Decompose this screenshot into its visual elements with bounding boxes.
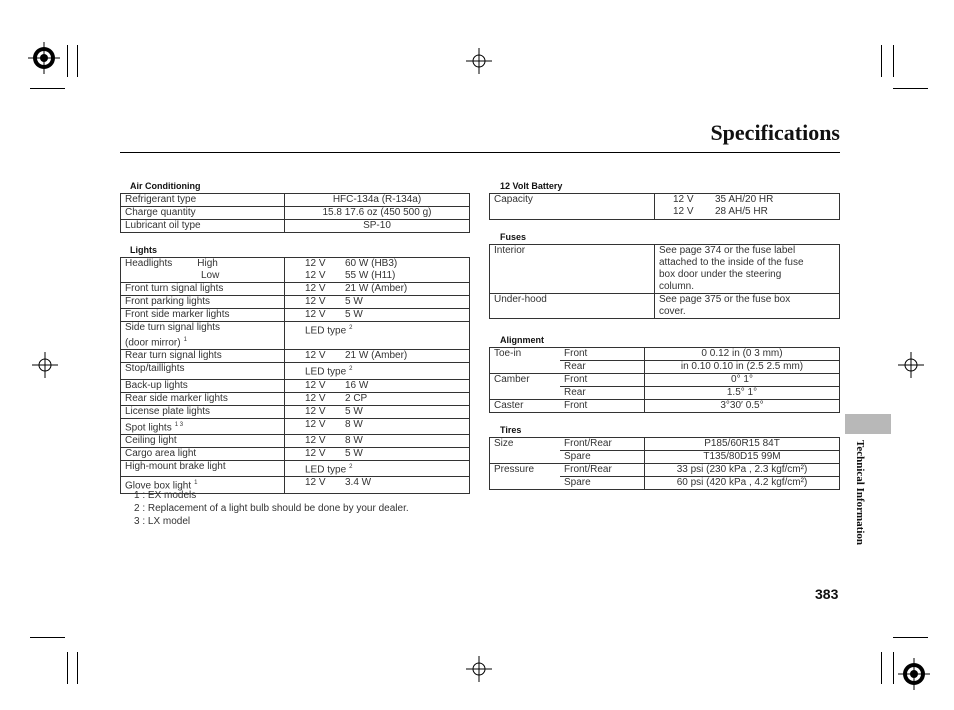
spec-value: HFC-134a (R-134a) bbox=[285, 194, 470, 207]
spec-position: Front/Rear bbox=[560, 438, 645, 451]
spec-label: Low bbox=[121, 270, 285, 283]
spec-label: Front side marker lights bbox=[121, 309, 285, 322]
page-number: 383 bbox=[815, 586, 839, 602]
spec-label: License plate lights bbox=[121, 405, 285, 418]
footnote: 1 : EX models bbox=[134, 490, 197, 501]
table-row bbox=[121, 194, 470, 207]
spec-value: 1.5° 1° bbox=[645, 387, 840, 400]
lights-table bbox=[120, 257, 470, 494]
spec-value: T135/80D15 99M bbox=[645, 451, 840, 464]
spec-position: Rear bbox=[560, 387, 645, 400]
tires-table bbox=[489, 437, 840, 490]
spec-position: Rear bbox=[560, 361, 645, 374]
spec-value: 3°30′ 0.5° bbox=[645, 400, 840, 413]
spec-label: Front parking lights bbox=[121, 296, 285, 309]
spec-label: Lubricant oil type bbox=[121, 220, 285, 233]
table-row bbox=[490, 194, 840, 220]
spec-label: Side turn signal lights (door mirror) $^1$ bbox=[121, 322, 285, 350]
table-row: Front side marker lights 12 V 5 W bbox=[121, 309, 470, 322]
table-row: Cargo area light 12 V 5 W bbox=[121, 447, 470, 460]
spec-label: Headlights High bbox=[121, 258, 285, 271]
spec-value: 60 psi (420 kPa , 4.2 kgf/cm²) bbox=[645, 477, 840, 490]
title-rule bbox=[120, 152, 840, 153]
spec-position: Spare bbox=[560, 451, 645, 464]
crosshair-icon bbox=[466, 656, 492, 682]
registration-target-icon bbox=[898, 658, 930, 690]
table-row: Glove box light $^1$ 12 V 3.4 W bbox=[121, 477, 470, 493]
crosshair-icon bbox=[898, 352, 924, 378]
spec-label: Ceiling light bbox=[121, 434, 285, 447]
spec-label: Toe-in bbox=[490, 348, 561, 361]
spec-label: Cargo area light bbox=[121, 447, 285, 460]
table-row bbox=[490, 464, 840, 477]
table-row: Rear side marker lights 12 V 2 CP bbox=[121, 392, 470, 405]
section-heading-air-conditioning: Air Conditioning bbox=[130, 181, 201, 191]
crosshair-icon bbox=[32, 352, 58, 378]
table-row: Back-up lights 12 V 16 W bbox=[121, 379, 470, 392]
spec-label: Charge quantity bbox=[121, 207, 285, 220]
section-side-label: Technical Information bbox=[854, 440, 866, 546]
spec-value: 33 psi (230 kPa , 2.3 kgf/cm²) bbox=[645, 464, 840, 477]
spec-label: Rear turn signal lights bbox=[121, 350, 285, 363]
spec-value: SP-10 bbox=[285, 220, 470, 233]
spec-label: Camber bbox=[490, 374, 561, 387]
spec-position: Front/Rear bbox=[560, 464, 645, 477]
fuses-table bbox=[489, 244, 840, 319]
section-tab bbox=[845, 414, 891, 434]
table-row: License plate lights 12 V 5 W bbox=[121, 405, 470, 418]
spec-position: Front bbox=[560, 374, 645, 387]
spec-value: See page 375 or the fuse box cover. bbox=[655, 294, 840, 319]
battery-table bbox=[489, 193, 840, 220]
spec-label: Stop/taillights bbox=[121, 363, 285, 379]
spec-position: Spare bbox=[560, 477, 645, 490]
alignment-table bbox=[489, 347, 840, 413]
spec-label: Interior bbox=[490, 245, 655, 294]
table-row: High-mount brake light LED type $^2$ bbox=[121, 460, 470, 476]
section-heading-fuses: Fuses bbox=[500, 232, 527, 242]
table-row: Rear turn signal lights 12 V 21 W (Amber) bbox=[121, 350, 470, 363]
spec-label bbox=[490, 451, 561, 464]
spec-label bbox=[490, 361, 561, 374]
table-row: Ceiling light 12 V 8 W bbox=[121, 434, 470, 447]
section-heading-tires: Tires bbox=[500, 425, 522, 435]
page-title: Specifications bbox=[710, 120, 840, 145]
air-conditioning-table bbox=[120, 193, 470, 233]
spec-position: Front bbox=[560, 400, 645, 413]
spec-value: in 0.10 0.10 in (2.5 2.5 mm) bbox=[645, 361, 840, 374]
spec-value: 0 0.12 in (0 3 mm) bbox=[645, 348, 840, 361]
spec-label: Glove box light $^1$ bbox=[121, 477, 285, 493]
section-heading-lights: Lights bbox=[130, 245, 157, 255]
table-row: Low 12 V 55 W (H11) bbox=[121, 270, 470, 283]
spec-value: 0° 1° bbox=[645, 374, 840, 387]
footnote: 3 : LX model bbox=[134, 516, 191, 527]
table-row: Front turn signal lights 12 V 21 W (Amber) bbox=[121, 283, 470, 296]
table-row bbox=[490, 387, 840, 400]
table-row bbox=[121, 220, 470, 233]
registration-target-icon bbox=[28, 42, 60, 74]
table-row bbox=[490, 400, 840, 413]
section-heading-battery: 12 Volt Battery bbox=[500, 181, 563, 191]
table-row: Side turn signal lights (door mirror) $^1$ LED type $^2$ bbox=[121, 322, 470, 350]
table-row bbox=[490, 348, 840, 361]
spec-value: 12 V 35 AH/20 HR 12 V 28 AH/5 HR bbox=[655, 194, 840, 220]
crosshair-icon bbox=[466, 48, 492, 74]
spec-value: P185/60R15 84T bbox=[645, 438, 840, 451]
spec-label bbox=[490, 387, 561, 400]
footnotes bbox=[134, 489, 409, 528]
spec-label: Rear side marker lights bbox=[121, 392, 285, 405]
footnote: 2 : Replacement of a light bulb should be done by your dealer. bbox=[134, 503, 409, 514]
table-row bbox=[490, 374, 840, 387]
spec-label: Back-up lights bbox=[121, 379, 285, 392]
spec-label: Under-hood bbox=[490, 294, 655, 319]
spec-value: 15.8 17.6 oz (450 500 g) bbox=[285, 207, 470, 220]
spec-label: Caster bbox=[490, 400, 561, 413]
table-row: Spot lights $^{1 3}$ 12 V 8 W bbox=[121, 418, 470, 434]
spec-value: See page 374 or the fuse label attached to the inside of the fuse box door under the steering column. bbox=[655, 245, 840, 294]
table-row bbox=[490, 438, 840, 451]
spec-label: High-mount brake light bbox=[121, 460, 285, 476]
table-row: Front parking lights 12 V 5 W bbox=[121, 296, 470, 309]
spec-label: Size bbox=[490, 438, 561, 451]
table-row bbox=[490, 294, 840, 319]
table-row: Stop/taillights LED type $^2$ bbox=[121, 363, 470, 379]
section-heading-alignment: Alignment bbox=[500, 335, 544, 345]
table-row bbox=[121, 207, 470, 220]
spec-label: Capacity bbox=[490, 194, 655, 220]
table-row: Headlights High 12 V 60 W (HB3) bbox=[121, 258, 470, 271]
spec-position: Front bbox=[560, 348, 645, 361]
table-row bbox=[490, 451, 840, 464]
spec-label: Pressure bbox=[490, 464, 561, 477]
spec-label: Spot lights $^{1 3}$ bbox=[121, 418, 285, 434]
spec-label: Refrigerant type bbox=[121, 194, 285, 207]
table-row bbox=[490, 361, 840, 374]
spec-label bbox=[490, 477, 561, 490]
table-row bbox=[490, 477, 840, 490]
spec-label: Front turn signal lights bbox=[121, 283, 285, 296]
table-row bbox=[490, 245, 840, 294]
